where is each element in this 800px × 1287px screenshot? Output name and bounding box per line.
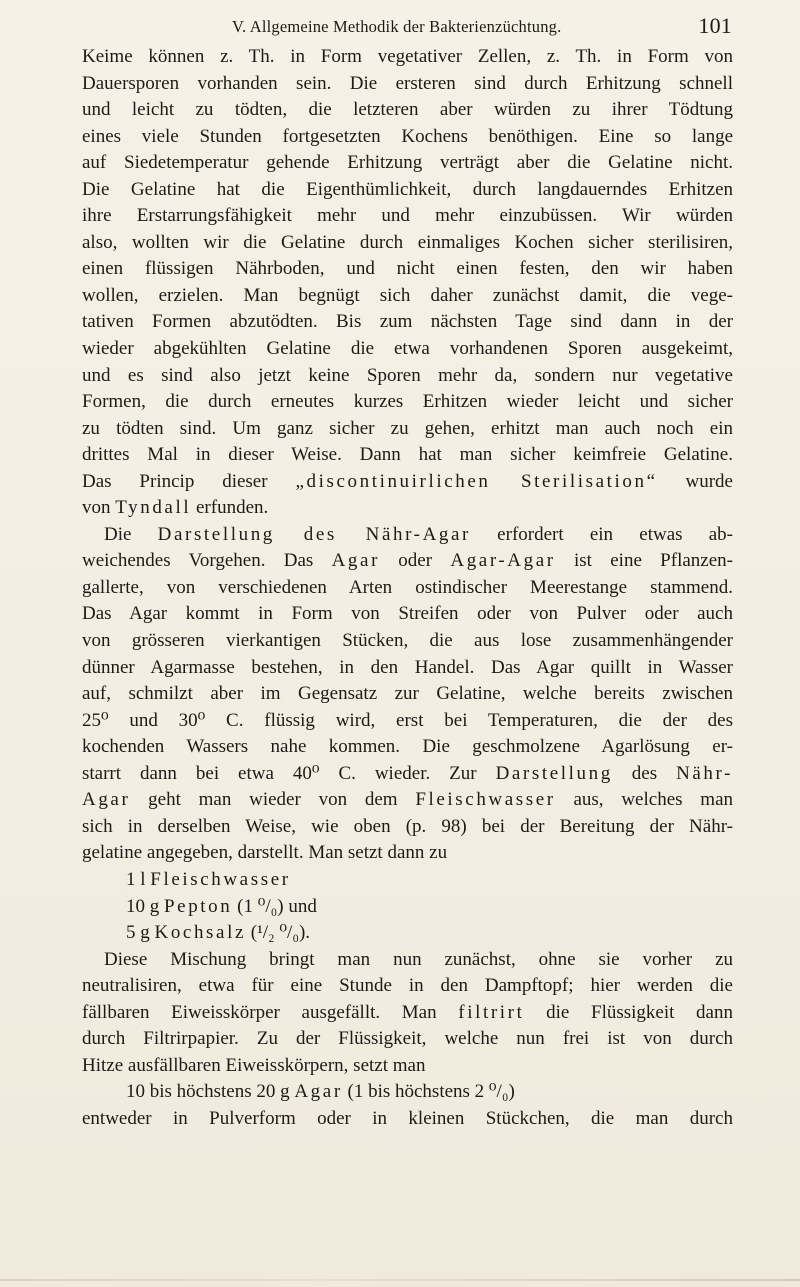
formula-qty: 5 g (126, 922, 155, 944)
running-header (232, 13, 732, 39)
text-line: Keime können z. Th. in Form vegetativer Zellen, z. Th. in Form von (82, 46, 733, 67)
text-run: fällbaren Eiweisskörper ausgefällt. Man (82, 1001, 459, 1023)
header-title: V. Allgemeine Methodik der Bakterienzüchtung. (232, 17, 562, 36)
text-line: Hitze ausfällbaren Eiweisskörpern, setzt man (82, 1054, 426, 1076)
text-line: gelatine angegeben, darstellt. Man setzt dann zu (82, 842, 448, 864)
text-run: des (612, 762, 677, 784)
text-line: und es sind also jetzt keine Sporen mehr da, sondern nur vegetative (82, 364, 733, 386)
text-line: eines viele Stunden fortgesetzten Kochens benöthigen. Eine so lange (82, 125, 733, 147)
formula-note: (1 bis höchstens 2 ⁰/₀) (342, 1081, 515, 1103)
emphasized-term: Nähr- (676, 762, 734, 784)
text-line-agar-names (82, 548, 733, 575)
text-run: ist eine Pflanzen- (555, 550, 733, 572)
text-line: auf, schmilzt aber im Gegensatz zur Gelatine, welche bereits zwischen (82, 683, 733, 705)
text-line: also, wollten wir die Gelatine durch einmaliges Kochen sicher sterilisiren, (82, 231, 733, 253)
text-line: kochenden Wassers nahe kommen. Die geschmolzene Agarlösung er- (82, 736, 733, 758)
emphasized-term: Darstellung (495, 762, 613, 784)
text-line: Dauersporen vorhanden sein. Die ersteren sind durch Erhitzung schnell (82, 72, 733, 94)
page-number: 101 (698, 13, 732, 38)
text-line: dünner Agarmasse bestehen, in den Handel. Das Agar quillt in Wasser (82, 656, 733, 678)
text-line: auf Siedetemperatur gehende Erhitzung verträgt aber die Gelatine nicht. (82, 152, 733, 174)
text-line: drittes Mal in dieser Weise. Dann hat man sicher keimfreie Gelatine. (82, 444, 733, 466)
text-line-final: entweder in Pulverform oder in kleinen Stückchen, die man durch (82, 1107, 733, 1129)
text-run: Das Princip dieser (82, 470, 296, 492)
text-run: die Flüssigkeit dann (524, 1001, 733, 1023)
formula-line-kochsalz (82, 920, 733, 947)
text-run: weichendes Vorgehen. Das (82, 550, 332, 572)
text-line-starrt (82, 761, 733, 788)
formula-note: (1 ⁰/₀) und (232, 895, 317, 917)
text-line: neutralisiren, etwa für eine Stunde in den Dampftopf; hier werden die (82, 975, 733, 997)
emphasized-term: Agar (82, 789, 131, 811)
text-line-principle (82, 469, 733, 496)
formula-ingredient: Pepton (164, 895, 233, 917)
text-line: wollen, erzielen. Man begnügt sich daher zunächst damit, die vege- (82, 284, 733, 306)
text-line: Das Agar kommt in Form von Streifen oder von Pulver oder auch (82, 603, 733, 625)
text-line: Diese Mischung bringt man nun zunächst, ohne sie vorher zu (104, 948, 733, 970)
page-bottom-edge (0, 1279, 800, 1281)
text-line: gallerte, von verschiedenen Arten ostindischer Meerestange stammend. (82, 576, 733, 598)
formula-line-fleischwasser (82, 867, 733, 894)
text-line-tyndall (82, 495, 733, 522)
text-line: zu tödten sind. Um ganz sicher zu gehen, erhitzt man auch noch ein (82, 417, 733, 439)
formula-ingredient: Fleischwasser (150, 868, 291, 890)
text-run: von (82, 497, 116, 519)
text-line: Die Gelatine hat die Eigenthümlichkeit, durch langdauerndes Erhitzen (82, 178, 733, 200)
emphasized-term: Fleischwasser (415, 789, 556, 811)
emphasized-term: filtrirt (458, 1001, 525, 1023)
text-run: geht man wieder von dem (130, 789, 416, 811)
emphasized-term: Agar (331, 550, 380, 572)
formula-ingredient: Kochsalz (154, 922, 246, 944)
formula-line-agar (82, 1079, 733, 1106)
formula-qty: 1 l (126, 868, 151, 890)
emphasized-name: Tyndall (115, 497, 192, 519)
emphasized-term: „discontinuirlichen Sterilisation“ (295, 470, 658, 492)
text-line: sich in derselben Weise, wie oben (p. 98) bei der Bereitung der Nähr- (82, 815, 733, 837)
formula-line-pepton (82, 894, 733, 921)
text-line: Formen, die durch erneutes kurzes Erhitzen wieder leicht und sicher (82, 391, 733, 413)
text-line: wieder abgekühlten Gelatine die etwa vorhandenen Sporen ausgekeimt, (82, 338, 733, 360)
text-line-agar-intro (82, 522, 733, 549)
text-line: von grösseren vierkantigen Stücken, die aus lose zusammenhängender (82, 630, 733, 652)
text-line: tativen Formen abzutödten. Bis zum nächsten Tage sind dann in der (82, 311, 733, 333)
formula-ingredient: Agar (294, 1081, 343, 1103)
text-run: oder (380, 550, 451, 572)
text-line: einen flüssigen Nährboden, und nicht einen festen, den wir haben (82, 258, 733, 280)
formula-qty: 10 g (126, 895, 164, 917)
text-run: erfunden. (191, 497, 269, 519)
text-line: 25⁰ und 30⁰ C. flüssig wird, erst bei Temperaturen, die der des (82, 709, 733, 731)
text-line: ihre Erstarrungsfähigkeit mehr und mehr einzubüssen. Wir würden (82, 205, 733, 227)
text-run: aus, welches man (555, 789, 733, 811)
body-text (82, 44, 733, 1132)
formula-note: (¹/₂ ⁰/₀). (246, 922, 311, 944)
text-line-agar-geht (82, 787, 733, 814)
text-line-filtrirt (82, 1000, 733, 1027)
text-line: und leicht zu tödten, die letzteren aber würden zu ihrer Tödtung (82, 99, 733, 121)
text-line: durch Filtrirpapier. Zu der Flüssigkeit, welche nun frei ist von durch (82, 1028, 733, 1050)
text-run: wurde (657, 470, 733, 492)
text-run: erfordert ein etwas ab- (470, 523, 734, 545)
text-run: Die (104, 523, 158, 545)
formula-qty: 10 bis höchstens 20 g (126, 1081, 295, 1103)
emphasized-term: Agar-Agar (450, 550, 556, 572)
text-run: starrt dann bei etwa 40⁰ C. wieder. Zur (82, 762, 496, 784)
emphasized-term: Darstellung des Nähr-Agar (157, 523, 471, 545)
